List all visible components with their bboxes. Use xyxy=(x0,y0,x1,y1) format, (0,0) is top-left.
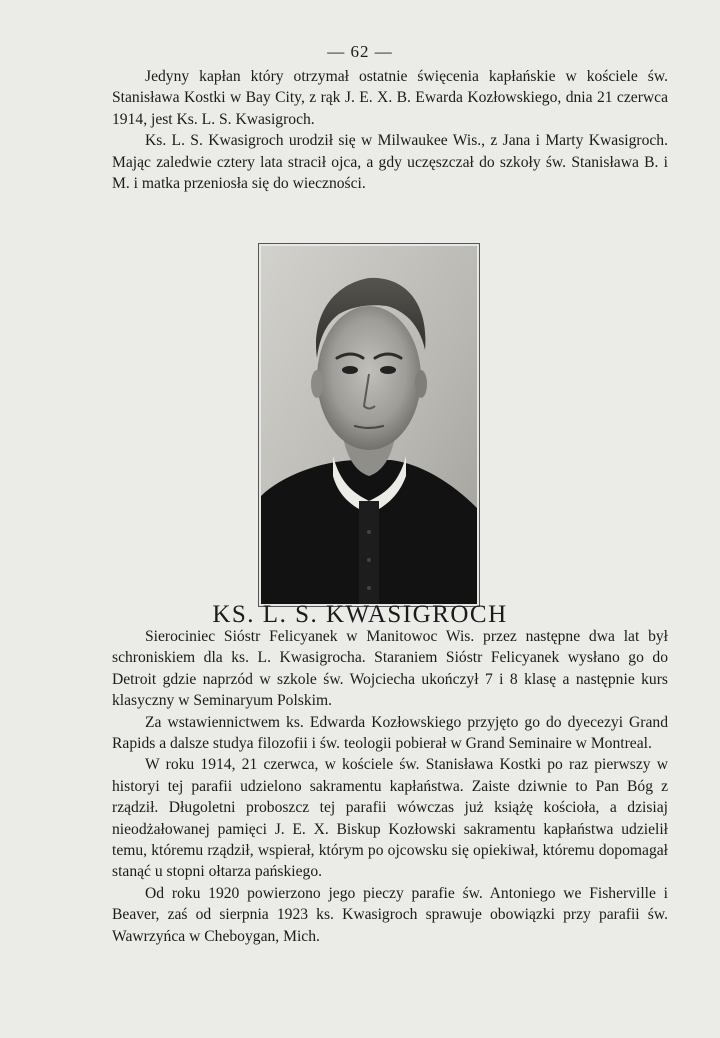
page-number: — 62 — xyxy=(327,42,393,61)
left-ear xyxy=(311,370,323,398)
portrait-photo xyxy=(259,244,479,606)
biography-paragraph-1: Sierociniec Sióstr Felicyanek w Manitowoc Wis. przez następne dwa lat był schroniskiem dla ks. L. Kwasigrocha. Staraniem Sióstr Felicyanek wysłano go do Detroit gdzie naprzód w szkole św. Wojciecha ukończył 7 i 8 klasę a następnie kurs klasyczny w Seminaryum Polskim. xyxy=(112,628,668,710)
biography-text xyxy=(112,626,668,947)
left-eye xyxy=(342,366,358,374)
biography-paragraph-2: Za wstawiennictwem ks. Edwarda Kozłowskiego przyjęto go do dyecezyi Grand Rapids a dalsze studya filozofii i św. teologii pobierał w Grand Seminaire w Montreal. xyxy=(112,713,668,753)
portrait-illustration xyxy=(261,246,477,604)
right-ear xyxy=(415,370,427,398)
photo-caption: KS. L. S. KWASIGROCH xyxy=(212,601,508,628)
intro-text xyxy=(112,66,668,194)
biography-paragraph-4: Od roku 1920 powierzono jego pieczy parafie św. Antoniego we Fisherville i Beaver, zaś od sierpnia 1923 ks. Kwasigroch sprawuje obowiązki przy parafii św. Wawrzyńca w Cheboygan, Mich. xyxy=(112,884,668,945)
button xyxy=(367,530,371,534)
biography-paragraph-3: W roku 1914, 21 czerwca, w kościele św. Stanisława Kostki po raz pierwszy w historyi tej parafii udzielono sakramentu kapłaństwa. Zaiste dziwnie to Pan Bóg z rządził. Długoletni proboszcz tej parafii wówczas już książę kościoła, a dzisiaj nieodżałowanej pamięci J. E. X. Biskup Kozłowski sakramentu kapłaństwa udzielił temu, któremu rządził, wspierał, którym po ojcowsku się opiekiwał, któremu dopomagał stanąć u stopni ołtarza pańskiego. xyxy=(112,756,668,881)
right-eye xyxy=(380,366,396,374)
intro-paragraph-1: Jedyny kapłan który otrzymał ostatnie święcenia kapłańskie w kościele św. Stanisława Kostki w Bay City, z rąk J. E. X. B. Ewarda Kozłowskiego, dnia 21 czerwca 1914, jest Ks. L. S. Kwasigroch. xyxy=(112,68,668,128)
intro-paragraph-2: Ks. L. S. Kwasigroch urodził się w Milwaukee Wis., z Jana i Marty Kwasigroch. Mając zaledwie cztery lata stracił ojca, a gdy uczęszczał do szkoły św. Stanisława B. i M. i matka przeniosła się do wieczności. xyxy=(112,132,668,193)
button xyxy=(367,586,371,590)
button xyxy=(367,558,371,562)
